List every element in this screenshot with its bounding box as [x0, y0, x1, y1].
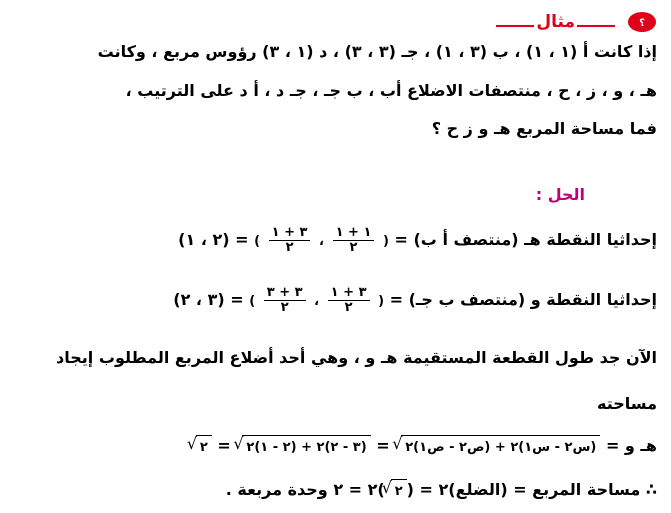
example-header	[494, 8, 657, 36]
distance-eq1: =	[376, 436, 390, 455]
solution-label: الحل :	[535, 185, 585, 204]
point-e-result: = (٢ ، ١)	[178, 230, 249, 249]
distance-formula: √ (س٢ - س١)٢ + (ص٢ - ص١)٢	[401, 435, 600, 460]
area-text: مساحة المربع = (الضلع)٢ = (	[406, 480, 641, 499]
distance-line	[8, 434, 657, 460]
therefore-symbol: ∴	[645, 480, 657, 499]
distance-result: √ ٢	[196, 435, 212, 460]
point-w-line: إحداثيا النقطة و (منتصف ب جـ) = ( $\frac{٣ + ١}{٢}$ ، $\frac{٣ + ٣}{٢}$ ) = (٣ ، ٢)	[173, 285, 657, 315]
area-root: √ ٢	[391, 479, 407, 504]
problem-line-2: هـ ، و ، ز ، ح ، منتصفات الاضلاع أب ، ب جـ ، جـ د ، أ د على الترتيب ،	[125, 81, 657, 100]
point-w-result: = (٣ ، ٢)	[173, 290, 244, 309]
step-text-2: مساحته	[597, 394, 657, 413]
point-w-text: إحداثيا النقطة و (منتصف ب جـ) =	[389, 290, 657, 309]
point-e-line: إحداثيا النقطة هـ (منتصف أ ب) = ( $\frac{١ + ١}{٢}$ ، $\frac{٣ + ١}{٢}$ ) = (٢ ، ١)	[178, 225, 657, 255]
problem-line-3: فما مساحة المربع هـ و ز ح ؟	[431, 119, 657, 138]
step-text-1: الآن جد طول القطعة المستقيمة هـ و ، وهي أحد أضلاع المربع المطلوب إيجاد	[56, 348, 657, 367]
svg-text:؟: ؟	[639, 18, 645, 29]
distance-substitution: √ (٣ - ٢)٢ + (٢ - ١)٢	[242, 435, 370, 460]
distance-eq2: =	[217, 436, 231, 455]
area-tail: )٢ = ٢ وحدة مربعة .	[225, 480, 385, 499]
problem-line-1: إذا كانت أ (١ ، ١) ، ب (٣ ، ١) ، جـ (٣ ، ٣) ، د (١ ، ٣) رؤوس مربع ، وكانت	[97, 42, 657, 61]
point-w-frac-y: $\frac{٣ + ٣}{٢}$	[264, 286, 306, 315]
distance-lhs: هـ و =	[605, 436, 657, 455]
example-badge-icon	[627, 10, 657, 34]
point-e-frac-x: $\frac{١ + ١}{٢}$	[333, 226, 375, 255]
point-e-text: إحداثيا النقطة هـ (منتصف أ ب) =	[394, 230, 657, 249]
area-line	[8, 478, 657, 504]
point-w-frac-x: $\frac{٣ + ١}{٢}$	[328, 286, 370, 315]
point-e-frac-y: $\frac{٣ + ١}{٢}$	[269, 226, 311, 255]
example-title: مثال	[494, 12, 617, 32]
